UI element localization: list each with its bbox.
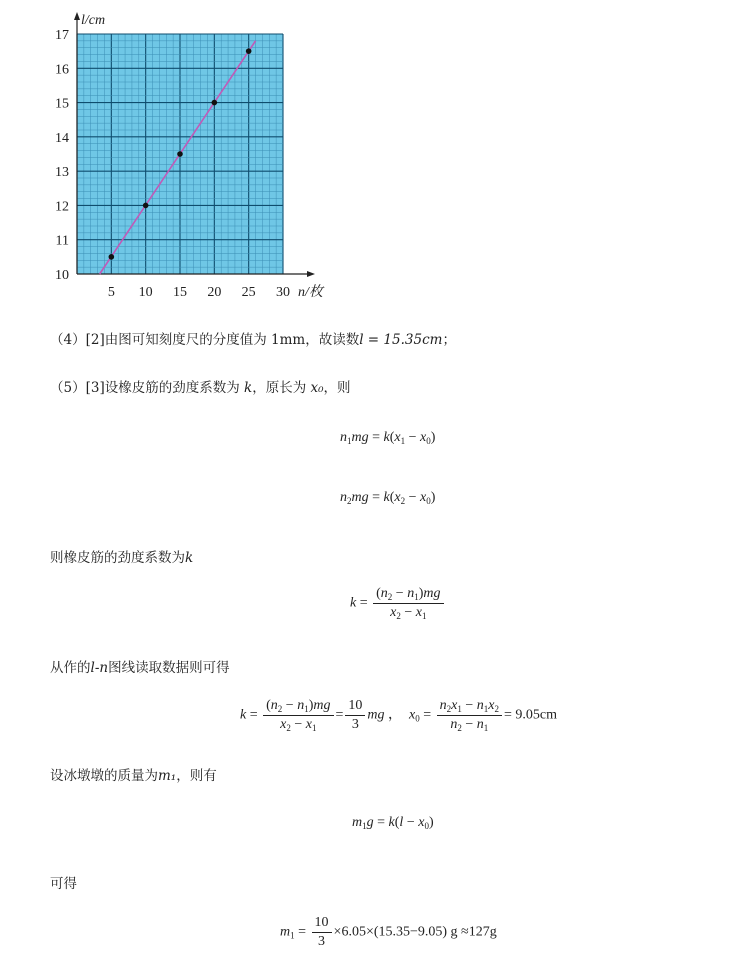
paragraph-read-data [50,656,230,676]
equation-2: $n_2mg = k(x_2 - x_0)$ [340,490,436,506]
l-n-chart [40,8,340,308]
equation-5: $m_1g = k(l - x_0)$ [352,815,434,831]
y-tick-label: 11 [55,233,69,249]
symbol-l-n: l-n [90,660,109,676]
paragraph-4 [50,328,456,348]
reading-equation: l = 15.35cm [359,332,443,348]
paragraph-5 [50,376,351,396]
y-tick-label: 13 [55,165,69,181]
equation-4: k = $\frac{(n_2 - n_1)mg}{x_2 - x_1}$ = $\frac{10}{3}$ mg ， $x_0$ = $\frac{n_2x_1 - n_1x_2}{n_2 - n_1}$ = 9.05cm [240,698,558,733]
y-tick-label: 14 [55,130,69,146]
paragraph-mass [50,764,217,784]
paragraph-5-text-2: ，原长为 [252,380,307,396]
symbol-x0: x₀ [310,380,324,396]
equation-3: k = $\frac{(n_2 - n_1)mg}{x_2 - x_1}$ [350,586,446,621]
symbol-m1: m₁ [158,768,177,784]
y-axis-label: l/cm [81,13,106,28]
equation-6: $m_1$ = $\frac{10}{3}$ ×6.05×(15.35−9.05) g ≈127g [280,915,497,949]
y-axis-arrow [74,12,80,20]
paragraph-5-text: （5）[3]设橡皮筋的劲度系数为 [50,380,240,396]
x-tick-label: 25 [241,285,256,300]
mass-result: 6.05×(15.35−9.05) g ≈127g [341,924,497,940]
paragraph-k-text: 则橡皮筋的劲度系数为 [50,550,185,566]
x-tick-label: 15 [173,285,187,300]
data-point [177,151,183,157]
y-tick-label: 16 [55,62,69,78]
paragraph-4-end: ； [442,332,456,348]
paragraph-result: 可得 [50,876,77,892]
symbol-k-2: k [185,550,194,566]
data-point [109,254,115,260]
x0-value: 9.05cm [515,707,558,723]
x-tick-label: 30 [276,285,290,300]
y-tick-label: 10 [55,268,69,283]
paragraph-4-text: （4）[2]由图可知刻度尺的分度值为 1mm，故读数 [50,332,360,348]
x-tick-label: 10 [138,285,153,300]
x-axis-label: n/枚 [298,285,323,300]
y-tick-label: 17 [55,28,69,43]
paragraph-5-text-3: ，则 [323,380,351,396]
data-point [212,100,218,106]
paragraph-read-text-2: 图线读取数据则可得 [108,660,230,676]
symbol-k: k [244,380,253,396]
x-axis-arrow [307,271,315,277]
paragraph-mass-text: 设冰墩墩的质量为 [50,768,158,784]
data-point [246,48,252,54]
paragraph-k-intro [50,546,193,566]
x-tick-label: 5 [107,285,115,300]
x-tick-label: 20 [207,285,222,300]
paragraph-mass-text-2: ，则有 [176,768,217,784]
paragraph-read-text: 从作的 [50,660,91,676]
data-point [143,203,149,209]
y-tick-label: 15 [55,96,69,112]
y-tick-label: 12 [55,199,69,215]
equation-1: $n_1mg = k(x_1 - x_0)$ [340,430,436,446]
